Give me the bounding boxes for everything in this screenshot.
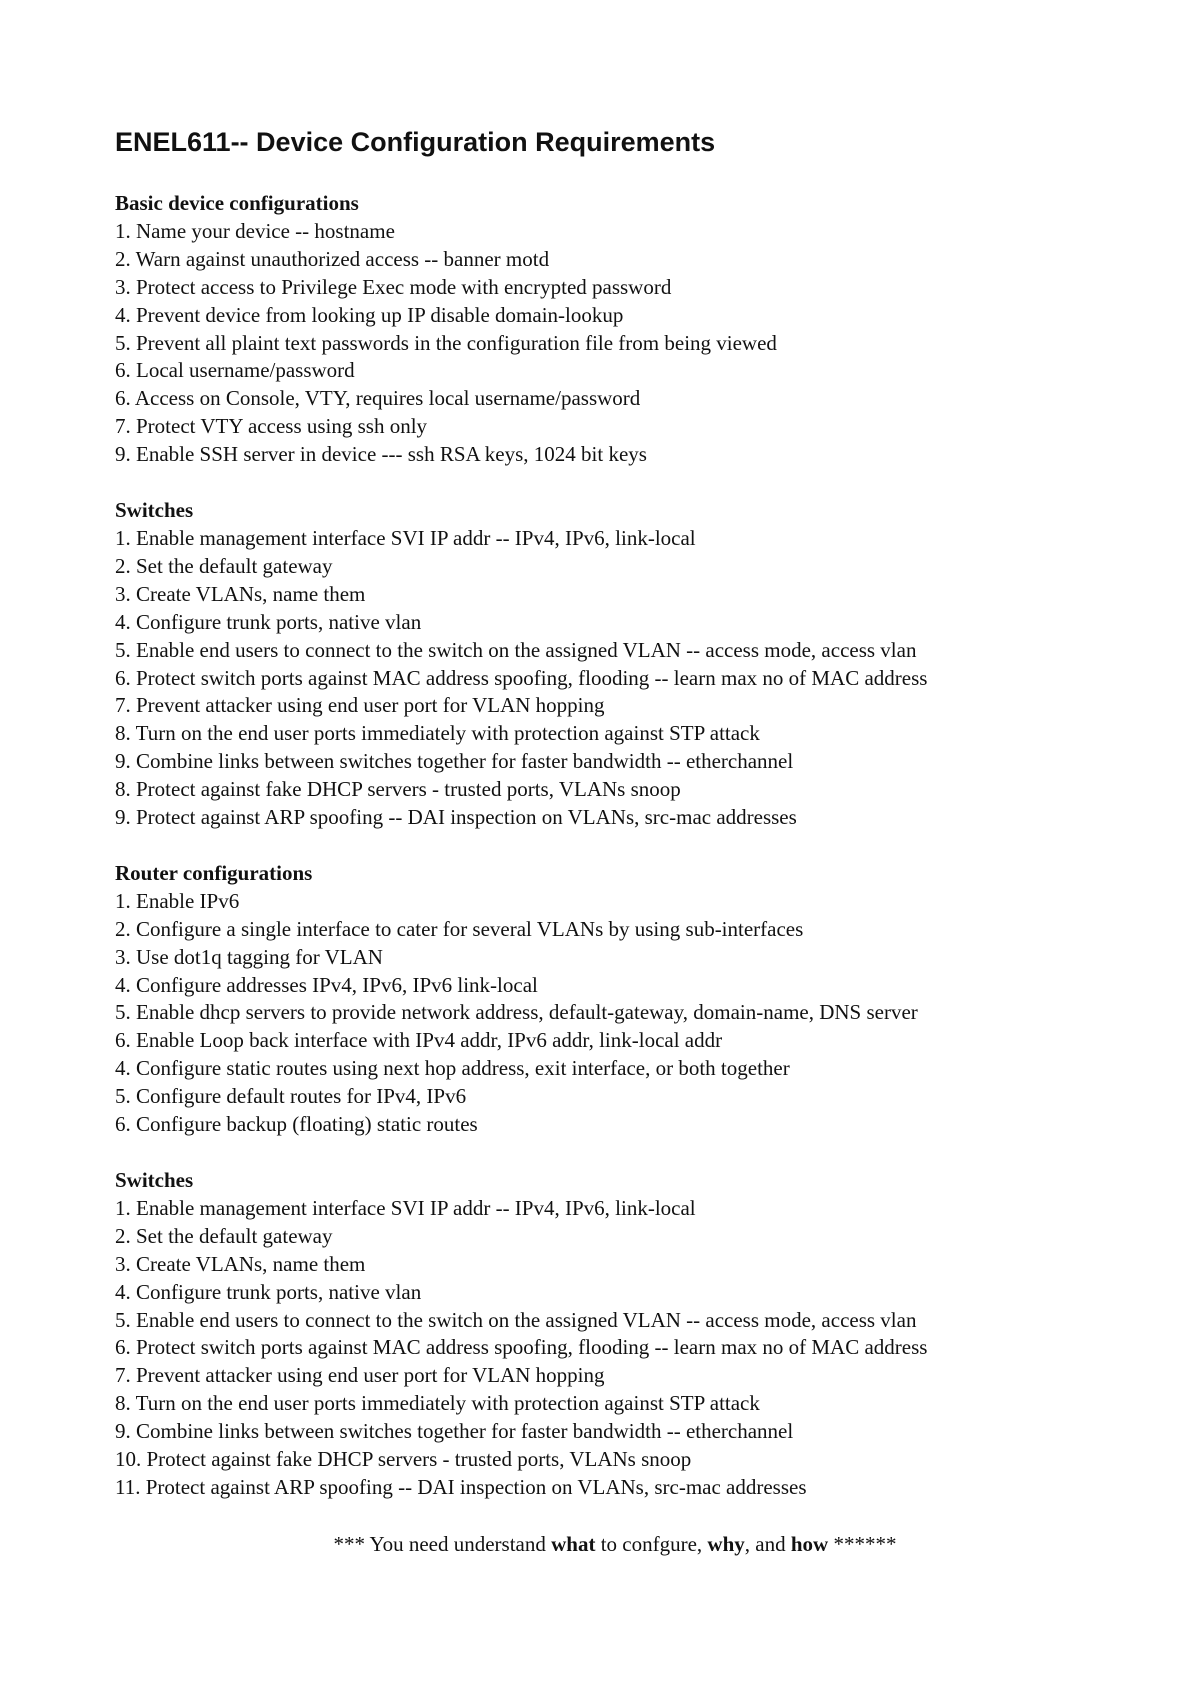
list-item: 9. Protect against ARP spoofing -- DAI inspection on VLANs, src-mac addresses xyxy=(115,805,797,830)
list-item: 7. Protect VTY access using ssh only xyxy=(115,414,428,439)
section-heading: Switches xyxy=(115,1168,194,1192)
list-item: 3. Use dot1q tagging for VLAN xyxy=(115,944,383,969)
section-heading: Switches xyxy=(115,498,194,523)
list-item: 8. Turn on the end user ports immediately with protection against STP attack xyxy=(115,721,760,746)
list-item: 7. Prevent attacker using end user port for VLAN hopping xyxy=(115,1363,605,1388)
list-item: 3. Create VLANs, name them xyxy=(115,1251,366,1276)
list-item: 4. Configure static routes using next hop address, exit interface, or both together xyxy=(115,1056,790,1081)
list-item: 7. Prevent attacker using end user port for VLAN hopping xyxy=(115,693,605,718)
list-item: 5. Enable end users to connect to the switch on the assigned VLAN -- access mode, access vlan xyxy=(115,1307,917,1332)
list-item: 5. Prevent all plaint text passwords in the configuration file from being viewed xyxy=(115,330,777,355)
list-item: 10. Protect against fake DHCP servers - trusted ports, VLANs snoop xyxy=(115,1447,692,1472)
list-item: 4. Configure trunk ports, native vlan xyxy=(115,1279,422,1304)
list-item: 4. Configure addresses IPv4, IPv6, IPv6 link-local xyxy=(115,972,538,997)
footer-note xyxy=(115,1530,1115,1558)
list-item: 4. Prevent device from looking up IP disable domain-lookup xyxy=(115,302,624,327)
list-item: 1. Enable IPv6 xyxy=(115,888,240,913)
footer-emphasis-what: what xyxy=(551,1531,596,1556)
list-item: 3. Create VLANs, name them xyxy=(115,581,366,606)
list-item: 2. Configure a single interface to cater for several VLANs by using sub-interfaces xyxy=(115,916,804,941)
section-heading: Router configurations xyxy=(115,860,313,885)
footer-emphasis-how: how xyxy=(790,1531,829,1556)
list-item: 8. Protect against fake DHCP servers - trusted ports, VLANs snoop xyxy=(115,777,681,802)
list-item: 6. Protect switch ports against MAC address spoofing, flooding -- learn max no of MAC address xyxy=(115,1335,928,1360)
list-item: 6. Enable Loop back interface with IPv4 addr, IPv6 addr, link-local addr xyxy=(115,1028,723,1053)
sections-container xyxy=(115,190,1115,1502)
list-item: 3. Protect access to Privilege Exec mode with encrypted password xyxy=(115,274,672,299)
footer-text-1: *** You need understand xyxy=(333,1531,552,1556)
list-item: 6. Access on Console, VTY, requires local username/password xyxy=(115,386,641,411)
list-item: 6. Protect switch ports against MAC address spoofing, flooding -- learn max no of MAC address xyxy=(115,665,928,690)
document-title: ENEL611-- Device Configuration Requirements xyxy=(115,127,716,157)
list-item: 2. Set the default gateway xyxy=(115,553,333,578)
list-item: 1. Enable management interface SVI IP addr -- IPv4, IPv6, link-local xyxy=(115,525,696,550)
section-3 xyxy=(115,1167,1115,1502)
list-item: 1. Name your device -- hostname xyxy=(115,218,395,243)
list-item: 4. Configure trunk ports, native vlan xyxy=(115,609,422,634)
section-2 xyxy=(115,860,1115,1139)
list-item: 9. Combine links between switches together for faster bandwidth -- etherchannel xyxy=(115,1419,794,1444)
document-page xyxy=(115,122,1115,1558)
list-item: 9. Combine links between switches together for faster bandwidth -- etherchannel xyxy=(115,749,794,774)
list-item: 2. Set the default gateway xyxy=(115,1223,333,1248)
list-item: 2. Warn against unauthorized access -- banner motd xyxy=(115,246,550,271)
list-item: 11. Protect against ARP spoofing -- DAI inspection on VLANs, src-mac addresses xyxy=(115,1474,807,1499)
list-item: 8. Turn on the end user ports immediately with protection against STP attack xyxy=(115,1391,760,1416)
section-0 xyxy=(115,190,1115,469)
list-item: 9. Enable SSH server in device --- ssh RSA keys, 1024 bit keys xyxy=(115,442,647,467)
footer-text-2: to confgure, xyxy=(595,1531,708,1556)
section-heading: Basic device configurations xyxy=(115,191,359,215)
footer-text-4: ****** xyxy=(828,1531,897,1556)
list-item: 5. Enable end users to connect to the switch on the assigned VLAN -- access mode, access vlan xyxy=(115,637,917,662)
list-item: 1. Enable management interface SVI IP addr -- IPv4, IPv6, link-local xyxy=(115,1195,696,1220)
list-item: 5. Configure default routes for IPv4, IPv6 xyxy=(115,1084,467,1109)
footer-emphasis-why: why xyxy=(707,1531,745,1556)
list-item: 6. Local username/password xyxy=(115,358,355,383)
list-item: 6. Configure backup (floating) static routes xyxy=(115,1112,478,1137)
section-1 xyxy=(115,497,1115,832)
list-item: 5. Enable dhcp servers to provide network address, default-gateway, domain-name, DNS server xyxy=(115,1000,918,1025)
footer-text-3: , and xyxy=(744,1531,791,1556)
